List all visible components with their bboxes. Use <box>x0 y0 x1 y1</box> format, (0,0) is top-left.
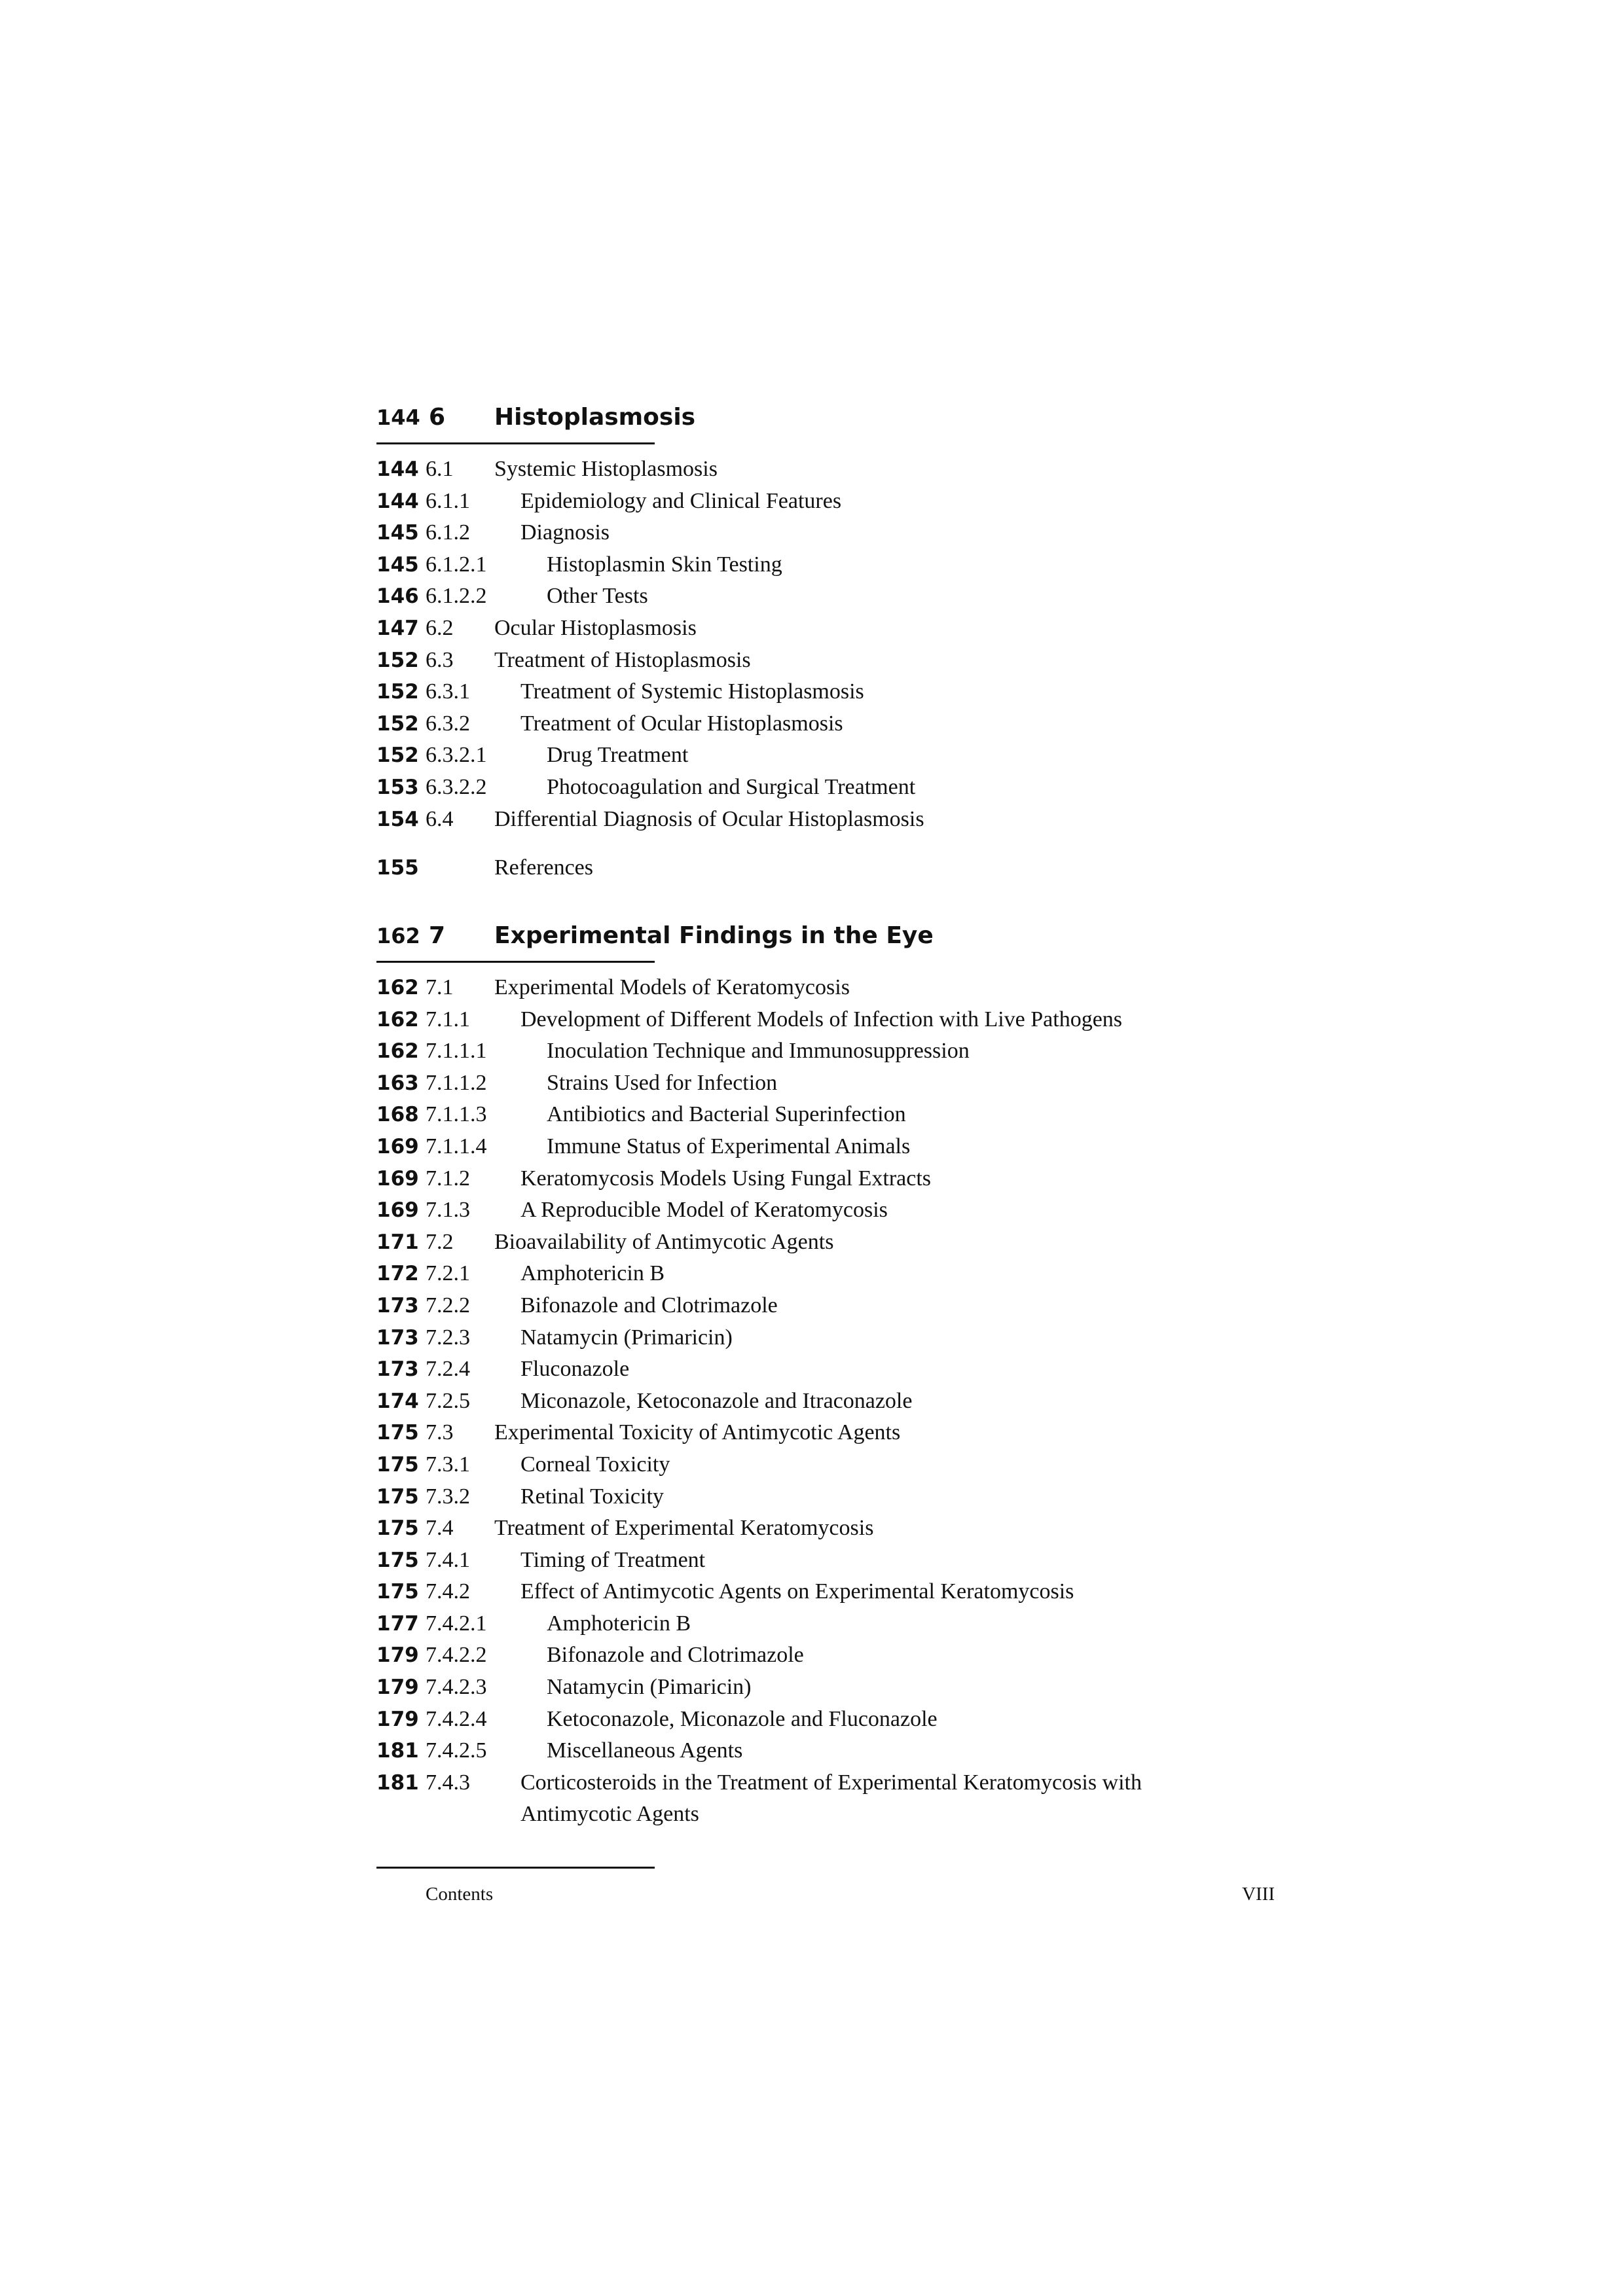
toc-entry <box>376 1545 1293 1577</box>
entry-title: Ketoconazole, Miconazole and Fluconazole <box>547 1706 938 1731</box>
toc-entry <box>376 676 1293 708</box>
entry-number: 7.4 <box>426 1516 454 1541</box>
toc-entry <box>376 1067 1293 1100</box>
entry-number: 7.1.1.3 <box>426 1102 487 1127</box>
entry-title: Bioavailability of Antimycotic Agents <box>494 1229 834 1254</box>
chapter-title: Experimental Findings in the Eye <box>494 922 934 949</box>
entry-page: 181 <box>376 1770 419 1795</box>
entry-title: Development of Different Models of Infection with Live Pathogens <box>520 1007 1123 1031</box>
entry-page: 173 <box>376 1293 419 1318</box>
entry-page: 173 <box>376 1357 419 1382</box>
entry-number: 7.1.1 <box>426 1007 470 1031</box>
toc-entry <box>376 1735 1293 1767</box>
entry-title: Ocular Histoplasmosis <box>494 615 697 640</box>
entry-number: 6.3.2.1 <box>426 743 487 768</box>
toc-entry <box>376 1194 1293 1227</box>
entry-title: Keratomycosis Models Using Fungal Extracts <box>520 1166 932 1191</box>
entry-page: 177 <box>376 1611 419 1636</box>
toc-entry <box>376 1354 1293 1386</box>
toc-entry <box>376 486 1293 518</box>
entry-page: 174 <box>376 1389 419 1413</box>
entry-number: 7.2 <box>426 1229 454 1254</box>
toc-entry <box>376 1640 1293 1672</box>
entry-page: 172 <box>376 1262 419 1286</box>
entry-number: 6.1.2.1 <box>426 552 487 577</box>
entry-page: 162 <box>376 1039 419 1064</box>
entry-title: Timing of Treatment <box>520 1547 706 1572</box>
entry-page: 169 <box>376 1134 419 1158</box>
toc-entry <box>376 1386 1293 1418</box>
entry-number: 7.2.2 <box>426 1293 470 1318</box>
entry-number: 6.1.1 <box>426 488 470 513</box>
entry-number: 7.2.5 <box>426 1388 470 1413</box>
entry-title: Epidemiology and Clinical Features <box>520 488 842 513</box>
entry-title: A Reproducible Model of Keratomycosis <box>520 1198 888 1223</box>
entry-title: Strains Used for Infection <box>547 1070 778 1095</box>
entry-number: 7.2.4 <box>426 1357 470 1382</box>
chapter-heading <box>376 397 1293 439</box>
toc-entry <box>376 581 1293 613</box>
entry-title: Experimental Models of Keratomycosis <box>494 975 850 999</box>
entry-title: Natamycin (Pimaricin) <box>547 1675 752 1700</box>
entry-page: 175 <box>376 1548 419 1572</box>
entry-number: 7.4.2.4 <box>426 1706 487 1731</box>
toc-entry <box>376 1035 1293 1067</box>
entry-page: 152 <box>376 744 419 768</box>
entry-page: 175 <box>376 1452 419 1477</box>
entry-page: 145 <box>376 552 419 577</box>
entry-page: 169 <box>376 1198 419 1223</box>
toc-entry <box>376 1481 1293 1513</box>
chapter-6 <box>376 397 1293 884</box>
entry-title: Corticosteroids in the Treatment of Experimental Keratomycosis with <box>520 1770 1142 1795</box>
entry-page: 175 <box>376 1580 419 1604</box>
toc-entry <box>376 1131 1293 1163</box>
entry-page: 179 <box>376 1707 419 1731</box>
chapter-title: Histoplasmosis <box>494 404 696 431</box>
toc-entry <box>376 1099 1293 1131</box>
entry-number: 7.3.1 <box>426 1452 470 1477</box>
entry-page: 181 <box>376 1739 419 1763</box>
entry-number: 7.4.2.2 <box>426 1643 487 1668</box>
entry-page: 169 <box>376 1166 419 1191</box>
toc-entry <box>376 1449 1293 1481</box>
footer-rule <box>376 1867 655 1869</box>
chapter-number: 7 <box>429 922 446 949</box>
toc-entry-list <box>376 454 1293 884</box>
entry-page: 144 <box>376 489 419 513</box>
entry-number: 6.3.2 <box>426 711 470 736</box>
entry-title: Photocoagulation and Surgical Treatment <box>547 774 916 799</box>
entry-number: 7.2.3 <box>426 1325 470 1350</box>
entry-number: 7.4.2.5 <box>426 1738 487 1763</box>
entry-number: 7.4.3 <box>426 1770 470 1795</box>
entry-page: 173 <box>376 1325 419 1350</box>
toc-entry <box>376 708 1293 740</box>
entry-title: Antibiotics and Bacterial Superinfection <box>547 1102 906 1127</box>
toc-entry <box>376 1290 1293 1322</box>
chapter-rule <box>376 961 655 963</box>
entry-number: 7.2.1 <box>426 1261 470 1286</box>
footer-page-number: VIII <box>1242 1884 1275 1905</box>
entry-page: 144 <box>376 457 419 481</box>
entry-title: Amphotericin B <box>547 1611 691 1636</box>
toc-entry <box>376 1227 1293 1259</box>
footer-label: Contents <box>426 1884 494 1905</box>
toc-entry <box>376 1672 1293 1704</box>
entry-title: Diagnosis <box>520 520 610 545</box>
toc-entry <box>376 1322 1293 1354</box>
toc-entry <box>376 1258 1293 1290</box>
entry-number: 7.1.1.2 <box>426 1070 487 1095</box>
entry-title: Bifonazole and Clotrimazole <box>547 1643 804 1668</box>
entry-page: 152 <box>376 711 419 736</box>
toc-entry <box>376 1576 1293 1608</box>
page-footer <box>376 1867 1275 1912</box>
entry-number: 7.1.1.1 <box>426 1039 487 1064</box>
toc-entry <box>376 517 1293 549</box>
toc-entry <box>376 1767 1293 1831</box>
entry-title: Amphotericin B <box>520 1261 665 1286</box>
entry-number: 7.3 <box>426 1420 454 1445</box>
entry-page: 162 <box>376 976 419 999</box>
entry-title: Immune Status of Experimental Animals <box>547 1134 911 1158</box>
entry-title: Experimental Toxicity of Antimycotic Agents <box>494 1420 901 1445</box>
entry-page: 152 <box>376 648 419 672</box>
entry-number: 7.1.3 <box>426 1198 470 1223</box>
toc-entry-list <box>376 972 1293 1831</box>
chapter-number: 6 <box>429 404 446 431</box>
entry-page: 153 <box>376 775 419 799</box>
entry-number: 6.1.2.2 <box>426 584 487 609</box>
chapter-heading <box>376 915 1293 957</box>
entry-page: 179 <box>376 1676 419 1700</box>
toc-entry <box>376 1704 1293 1736</box>
entry-page: 175 <box>376 1516 419 1541</box>
entry-page: 171 <box>376 1230 419 1254</box>
entry-page: 163 <box>376 1071 419 1095</box>
toc-entry <box>376 1513 1293 1545</box>
toc-entry <box>376 740 1293 772</box>
entry-number: 6.2 <box>426 615 454 640</box>
chapter-page-number: 144 <box>376 405 420 430</box>
chapter-7 <box>376 915 1293 1831</box>
entry-number: 6.1.2 <box>426 520 470 545</box>
entry-number: 7.1 <box>426 975 454 999</box>
entry-title: References <box>494 855 594 880</box>
toc-entry <box>376 1004 1293 1036</box>
entry-page: 175 <box>376 1421 419 1445</box>
entry-title: Drug Treatment <box>547 743 689 768</box>
toc-entry <box>376 454 1293 486</box>
entry-title: Treatment of Histoplasmosis <box>494 647 751 672</box>
toc-entry-references <box>376 852 1293 884</box>
entry-number: 6.3.2.2 <box>426 774 487 799</box>
entry-number: 7.1.2 <box>426 1166 470 1191</box>
toc-entry <box>376 549 1293 581</box>
entry-number: 6.3 <box>426 647 454 672</box>
entry-number: 6.4 <box>426 806 454 831</box>
entry-page: 175 <box>376 1484 419 1509</box>
entry-number: 7.3.2 <box>426 1484 470 1509</box>
entry-page: 146 <box>376 584 419 609</box>
entry-page: 152 <box>376 680 419 704</box>
entry-page: 154 <box>376 807 419 831</box>
entry-title: Natamycin (Primaricin) <box>520 1325 733 1350</box>
entry-number: 6.3.1 <box>426 679 470 704</box>
entry-title: Corneal Toxicity <box>520 1452 670 1477</box>
entry-title: Inoculation Technique and Immunosuppression <box>547 1039 970 1064</box>
entry-page: 168 <box>376 1103 419 1127</box>
entry-number: 7.4.2 <box>426 1579 470 1604</box>
entry-title: Histoplasmin Skin Testing <box>547 552 782 577</box>
entry-title: Treatment of Ocular Histoplasmosis <box>520 711 843 736</box>
toc-entry <box>376 1608 1293 1640</box>
entry-title: Systemic Histoplasmosis <box>494 457 718 481</box>
entry-title: Miconazole, Ketoconazole and Itraconazole <box>520 1388 913 1413</box>
entry-number: 6.1 <box>426 457 454 481</box>
toc-entry <box>376 645 1293 677</box>
toc-entry <box>376 972 1293 1004</box>
entry-title: Treatment of Systemic Histoplasmosis <box>520 679 864 704</box>
entry-title: Effect of Antimycotic Agents on Experimental Keratomycosis <box>520 1579 1074 1604</box>
chapter-page-number: 162 <box>376 924 420 948</box>
entry-page: 147 <box>376 616 419 640</box>
entry-page: 179 <box>376 1643 419 1668</box>
entry-page: 145 <box>376 521 419 545</box>
entry-title: Miscellaneous Agents <box>547 1738 743 1763</box>
entry-title-continuation: Antimycotic Agents <box>520 1802 699 1827</box>
entry-page: 155 <box>376 856 419 880</box>
toc-entry <box>376 772 1293 804</box>
toc-entry <box>376 613 1293 645</box>
entry-number: 7.4.2.1 <box>426 1611 487 1636</box>
entry-title: Other Tests <box>547 584 648 609</box>
entry-title: Fluconazole <box>520 1357 630 1382</box>
entry-title: Bifonazole and Clotrimazole <box>520 1293 778 1318</box>
toc-entry <box>376 1163 1293 1195</box>
entry-page: 162 <box>376 1007 419 1031</box>
entry-number: 7.4.2.3 <box>426 1675 487 1700</box>
entry-title: Retinal Toxicity <box>520 1484 664 1509</box>
entry-title: Treatment of Experimental Keratomycosis <box>494 1516 874 1541</box>
chapter-rule <box>376 442 655 444</box>
toc-entry <box>376 1417 1293 1449</box>
entry-number: 7.4.1 <box>426 1547 470 1572</box>
toc-entry <box>376 804 1293 836</box>
entry-number: 7.1.1.4 <box>426 1134 487 1158</box>
entry-title: Differential Diagnosis of Ocular Histoplasmosis <box>494 806 924 831</box>
